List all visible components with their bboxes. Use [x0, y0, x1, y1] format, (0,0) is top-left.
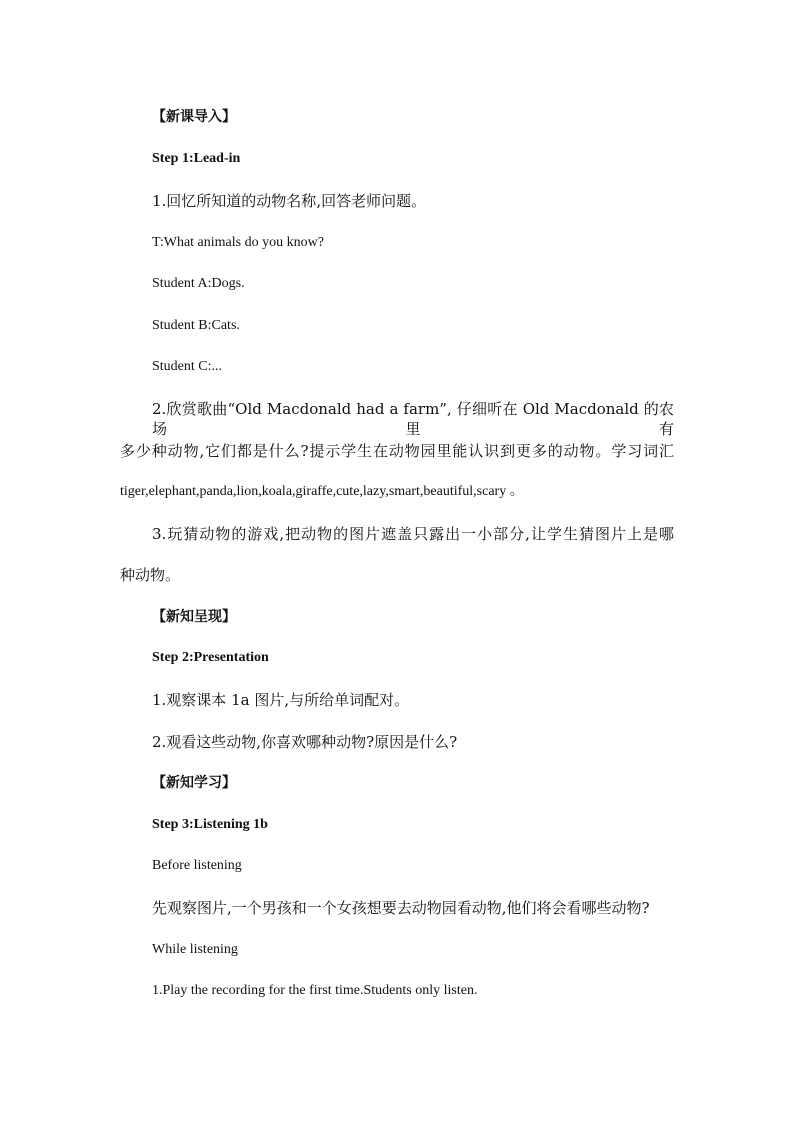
step-2-item-2: 2.观看这些动物,你喜欢哪种动物?原因是什么? — [152, 733, 458, 751]
step-1-item-2-line-2: 多少种动物,它们都是什么?提示学生在动物园里能认识到更多的动物。学习词汇 — [120, 442, 674, 460]
before-listening-instruction: 先观察图片,一个男孩和一个女孩想要去动物园看动物,他们将会看哪些动物? — [152, 899, 650, 917]
step-2-heading: Step 2:Presentation — [152, 650, 269, 665]
step-1-item-2-line-1: 2.欣赏歌曲“Old Macdonald had a farm”, 仔细听在 Old Macdonald 的农场里有 — [152, 400, 674, 438]
section-heading-new-lesson-intro: 【新课导入】 — [152, 109, 236, 125]
vocabulary-list: tiger,elephant,panda,lion,koala,giraffe,cute,lazy,smart,beautiful,scary 。 — [120, 484, 524, 499]
dialogue-student-c: Student C:... — [152, 359, 223, 374]
while-listening-item-1: 1.Play the recording for the first time.Students only listen. — [152, 983, 478, 998]
step-1-item-3-line-1: 3.玩猜动物的游戏,把动物的图片遮盖只露出一小部分,让学生猜图片上是哪 — [152, 525, 674, 543]
while-listening-label: While listening — [152, 942, 238, 957]
section-heading-new-knowledge-learning: 【新知学习】 — [152, 775, 236, 791]
step-1-item-1: 1.回忆所知道的动物名称,回答老师问题。 — [152, 192, 427, 210]
step-1-heading: Step 1:Lead-in — [152, 151, 241, 166]
step-2-item-1: 1.观察课本 1a 图片,与所给单词配对。 — [152, 691, 410, 709]
step-3-heading: Step 3:Listening 1b — [152, 817, 268, 832]
dialogue-teacher: T:What animals do you know? — [152, 235, 324, 250]
dialogue-student-a: Student A:Dogs. — [152, 276, 245, 291]
step-1-item-3-line-2: 种动物。 — [120, 566, 181, 584]
before-listening-label: Before listening — [152, 858, 242, 873]
section-heading-new-knowledge-presentation: 【新知呈现】 — [152, 609, 236, 625]
dialogue-student-b: Student B:Cats. — [152, 318, 240, 333]
